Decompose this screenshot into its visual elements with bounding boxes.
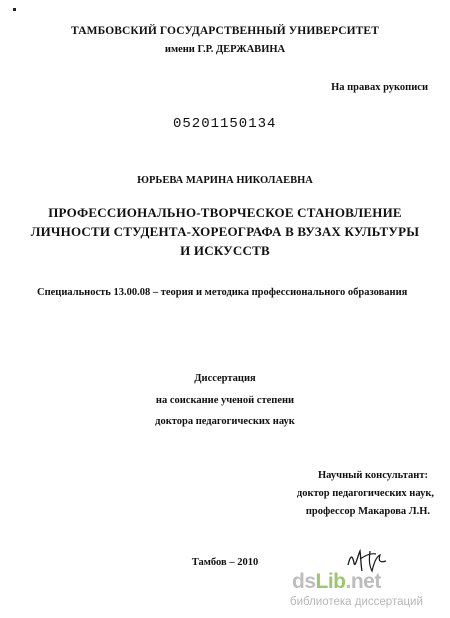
dissertation-title-line-2: ЛИЧНОСТИ СТУДЕНТА-ХОРЕОГРАФА В ВУЗАХ КУЛЬТУРЫ (30, 224, 420, 239)
dissertation-title-line-1: ПРОФЕССИОНАЛЬНО-ТВОРЧЕСКОЕ СТАНОВЛЕНИЕ (48, 205, 402, 220)
consultant-name: профессор Макарова Л.Н. (305, 506, 430, 517)
degree-purpose: на соискание ученой степени (155, 395, 295, 406)
author-name: ЮРЬЕВА МАРИНА НИКОЛАЕВНА (137, 175, 313, 186)
consultant-label: Научный консультант: (318, 470, 428, 481)
city-year: Тамбов – 2010 (191, 557, 259, 568)
dslib-subtitle: библиотека диссертаций (290, 596, 423, 608)
manuscript-note: На правах рукописи (331, 82, 428, 93)
specialty-line: Специальность 13.00.08 – теория и методика профессионального образования (37, 287, 408, 298)
university-name: ТАМБОВСКИЙ ГОСУДАРСТВЕННЫЙ УНИВЕРСИТЕТ (71, 25, 379, 37)
degree-name: доктора педагогических наук (155, 416, 295, 427)
dissertation-label: Диссертация (194, 373, 256, 384)
dslib-logo: dsLib.net (292, 570, 381, 593)
consultant-degree: доктор педагогических наук, (296, 488, 434, 499)
dslib-watermark (290, 570, 440, 615)
scan-speck (13, 8, 16, 11)
dissertation-title-line-3: И ИСКУССТВ (180, 243, 270, 258)
registration-code: 05201150134 (173, 116, 277, 132)
university-named-after: имени Г.Р. ДЕРЖАВИНА (164, 44, 286, 55)
